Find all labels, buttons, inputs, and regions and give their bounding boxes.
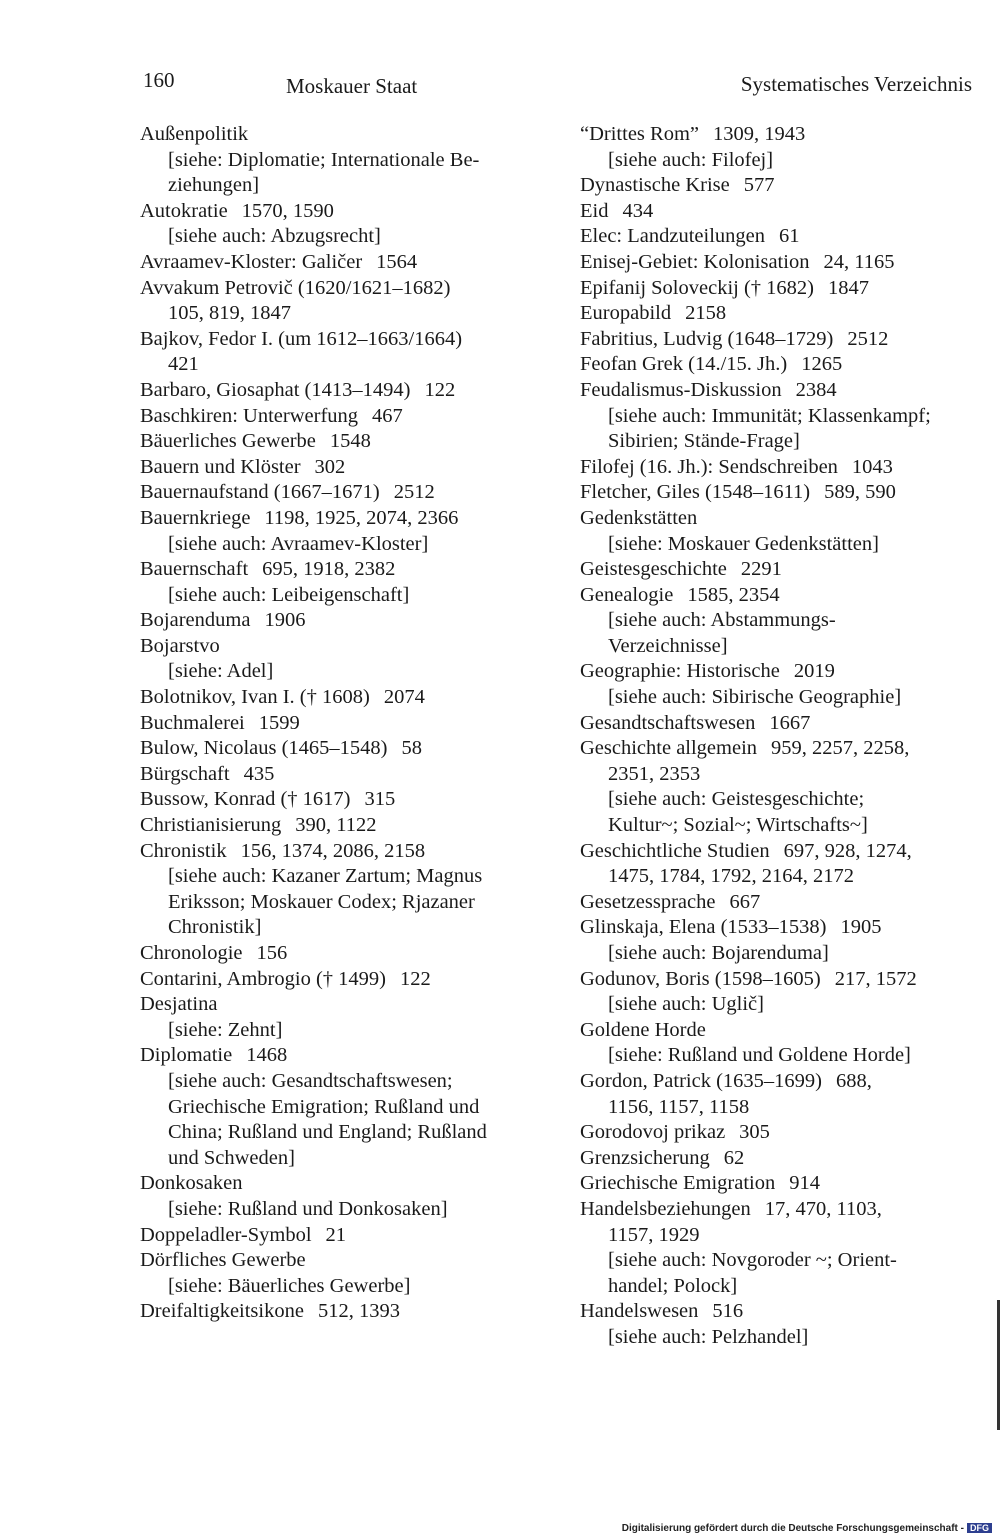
index-term: Chronologie bbox=[140, 942, 243, 964]
index-entry bbox=[580, 250, 990, 276]
index-entry bbox=[140, 199, 540, 225]
index-page-refs: 577 bbox=[743, 174, 775, 197]
index-term: Gedenkstätten bbox=[580, 506, 698, 529]
index-subline: Verzeichnisse] bbox=[608, 634, 728, 657]
index-entry bbox=[580, 276, 990, 302]
index-subline: [siehe auch: Sibirische Geographie] bbox=[608, 686, 902, 709]
index-page-refs: 1570, 1590 bbox=[241, 199, 334, 222]
index-subline: [siehe auch: Filofej] bbox=[608, 148, 774, 171]
index-entry bbox=[580, 301, 990, 327]
index-page-refs: 1043 bbox=[851, 455, 893, 478]
index-page-refs: 2512 bbox=[393, 481, 435, 504]
index-term: Contarini, Ambrogio († 1499) bbox=[140, 967, 386, 990]
index-page-refs: 1667 bbox=[769, 711, 811, 734]
index-entry bbox=[580, 583, 990, 609]
index-page-refs: 1548 bbox=[329, 430, 371, 453]
index-subline: [siehe: Diplomatie; Internationale Be- bbox=[168, 148, 480, 171]
index-entry bbox=[140, 378, 540, 404]
index-term: Fabritius, Ludvig (1648–1729) bbox=[580, 327, 834, 350]
index-term: Avvakum Petrovič (1620/1621–1682) bbox=[140, 276, 451, 299]
index-term: Donkosaken bbox=[140, 1172, 243, 1195]
index-entry bbox=[140, 967, 540, 993]
index-subline: 1156, 1157, 1158 bbox=[608, 1095, 750, 1118]
index-subline: [siehe: Rußland und Donkosaken] bbox=[168, 1197, 448, 1220]
index-page-refs: 1847 bbox=[828, 276, 869, 299]
index-subline: [siehe auch: Gesandtschaftswesen; bbox=[168, 1069, 453, 1092]
index-subline: [siehe auch: Geistesgeschichte; bbox=[608, 788, 865, 811]
index-entry bbox=[140, 327, 540, 353]
index-term: Bussow, Konrad († 1617) bbox=[140, 788, 351, 811]
index-term: Enisej-Gebiet: Kolonisation bbox=[580, 250, 810, 273]
index-page-refs: 435 bbox=[243, 762, 275, 785]
index-subline: Chronistik] bbox=[168, 916, 262, 939]
index-term: Glinskaja, Elena (1533–1538) bbox=[580, 916, 827, 939]
index-entry bbox=[580, 1299, 990, 1325]
index-term: Epifanij Soloveckij († 1682) bbox=[580, 276, 814, 299]
index-entry bbox=[140, 941, 540, 967]
index-term: Handelsbeziehungen bbox=[580, 1197, 751, 1220]
index-subline: [siehe auch: Novgoroder ~; Orient- bbox=[608, 1249, 897, 1272]
index-entry bbox=[140, 1043, 540, 1069]
index-term: Eid bbox=[580, 199, 609, 222]
index-page-refs: 302 bbox=[314, 455, 346, 478]
index-subline: 105, 819, 1847 bbox=[168, 302, 291, 325]
index-page-refs: 390, 1122 bbox=[295, 814, 377, 837]
index-subline: China; Rußland und England; Rußland bbox=[168, 1121, 487, 1144]
index-page-refs: 2291 bbox=[740, 558, 782, 581]
dfg-logo: DFG bbox=[967, 1523, 992, 1533]
index-entry bbox=[140, 992, 540, 1018]
index-subline: 421 bbox=[168, 353, 199, 376]
index-subline: ziehungen] bbox=[168, 174, 260, 197]
index-entry bbox=[140, 122, 540, 148]
index-page-refs: 156, 1374, 2086, 2158 bbox=[240, 839, 426, 862]
index-entry bbox=[580, 327, 990, 353]
index-term: Bürgschaft bbox=[140, 762, 230, 785]
index-entry bbox=[580, 378, 990, 404]
index-term: Doppeladler-Symbol bbox=[140, 1223, 312, 1246]
index-page-refs: 695, 1918, 2382 bbox=[262, 558, 396, 581]
index-term: Chronistik bbox=[140, 839, 227, 862]
index-subline: [siehe auch: Abstammungs- bbox=[608, 609, 836, 632]
index-entry bbox=[140, 634, 540, 660]
index-subline: [siehe auch: Avraamev-Kloster] bbox=[168, 532, 429, 555]
index-entry bbox=[580, 557, 990, 583]
index-term: Geschichtliche Studien bbox=[580, 839, 770, 862]
index-page-refs: 2019 bbox=[793, 660, 835, 683]
index-entry bbox=[140, 1248, 540, 1274]
index-subline: 1475, 1784, 1792, 2164, 2172 bbox=[608, 865, 854, 888]
index-subline: Sibirien; Stände-Frage] bbox=[608, 430, 800, 453]
index-entry bbox=[140, 787, 540, 813]
index-entry bbox=[140, 455, 540, 481]
index-entry bbox=[580, 736, 990, 762]
index-page-refs: 61 bbox=[779, 225, 800, 248]
index-subline: 2351, 2353 bbox=[608, 762, 701, 785]
index-entry bbox=[580, 1120, 990, 1146]
index-entry bbox=[140, 762, 540, 788]
index-page-refs: 122 bbox=[424, 378, 456, 401]
index-subline: [siehe: Adel] bbox=[168, 660, 274, 683]
index-term: Buchmalerei bbox=[140, 711, 245, 734]
index-term: Autokratie bbox=[140, 199, 228, 222]
index-column-left bbox=[140, 122, 540, 1325]
index-page-refs: 305 bbox=[739, 1121, 770, 1144]
footer-text: Digitalisierung gefördert durch die Deutsche Forschungsgemeinschaft - bbox=[621, 1523, 964, 1534]
index-subline: [siehe auch: Leibeigenschaft] bbox=[168, 583, 410, 606]
index-page-refs: 2384 bbox=[795, 378, 837, 401]
index-entry bbox=[580, 199, 990, 225]
index-term: Bulow, Nicolaus (1465–1548) bbox=[140, 737, 388, 760]
index-entry bbox=[140, 839, 540, 865]
index-subline: [siehe: Moskauer Gedenkstätten] bbox=[608, 532, 879, 555]
index-term: Christianisierung bbox=[140, 814, 282, 837]
index-term: Geistesgeschichte bbox=[580, 558, 727, 581]
index-entry bbox=[140, 813, 540, 839]
index-term: Dörfliches Gewerbe bbox=[140, 1249, 306, 1272]
index-subline: [siehe auch: Abzugsrecht] bbox=[168, 225, 381, 248]
index-page-refs: 315 bbox=[364, 788, 396, 811]
index-page-refs: 688, bbox=[835, 1069, 872, 1092]
index-term: Bauernschaft bbox=[140, 558, 249, 581]
index-term: Bauernaufstand (1667–1671) bbox=[140, 481, 380, 504]
index-subline: Kultur~; Sozial~; Wirtschafts~] bbox=[608, 814, 868, 837]
index-term: Genealogie bbox=[580, 583, 674, 606]
index-term: Dynastische Krise bbox=[580, 174, 730, 197]
index-entry bbox=[580, 506, 990, 532]
section-title: Systematisches Verzeichnis bbox=[740, 72, 972, 96]
index-term: Feofan Grek (14./15. Jh.) bbox=[580, 353, 788, 376]
index-entry bbox=[140, 1299, 540, 1325]
index-subline: Eriksson; Moskauer Codex; Rjazaner bbox=[168, 890, 475, 913]
index-entry bbox=[140, 736, 540, 762]
index-term: Godunov, Boris (1598–1605) bbox=[580, 967, 821, 990]
index-term: Goldene Horde bbox=[580, 1018, 706, 1041]
index-term: Dreifaltigkeitsikone bbox=[140, 1300, 304, 1323]
index-term: Feudalismus-Diskussion bbox=[580, 378, 782, 401]
footer bbox=[622, 1523, 992, 1534]
index-subline: [siehe: Zehnt] bbox=[168, 1018, 283, 1041]
index-term: Gorodovoj prikaz bbox=[580, 1121, 726, 1144]
index-subline: handel; Polock] bbox=[608, 1274, 738, 1297]
index-page-refs: 2074 bbox=[383, 686, 425, 709]
index-term: Geschichte allgemein bbox=[580, 737, 758, 760]
index-entry bbox=[580, 890, 990, 916]
index-page-refs: 1198, 1925, 2074, 2366 bbox=[264, 506, 459, 529]
index-entry bbox=[580, 967, 990, 993]
index-entry bbox=[140, 1171, 540, 1197]
index-term: Avraamev-Kloster: Galičer bbox=[140, 250, 363, 273]
index-term: Baschkiren: Unterwerfung bbox=[140, 404, 359, 427]
index-term: Europabild bbox=[580, 302, 672, 325]
index-page-refs: 667 bbox=[729, 890, 761, 913]
index-page-refs: 17, 470, 1103, bbox=[764, 1197, 882, 1220]
index-entry bbox=[140, 711, 540, 737]
index-term: “Drittes Rom” bbox=[580, 123, 699, 145]
index-page-refs: 21 bbox=[325, 1223, 347, 1246]
index-page-refs: 516 bbox=[712, 1300, 744, 1323]
index-entry bbox=[140, 250, 540, 276]
index-term: Filofej (16. Jh.): Sendschreiben bbox=[580, 455, 838, 478]
index-entry bbox=[580, 1069, 990, 1095]
index-term: Gesandtschaftswesen bbox=[580, 711, 756, 734]
index-term: Gesetzessprache bbox=[580, 890, 716, 913]
index-page-refs: 2158 bbox=[685, 302, 727, 325]
index-entry bbox=[140, 608, 540, 634]
index-term: Grenzsicherung bbox=[580, 1146, 710, 1169]
index-subline: [siehe auch: Kazaner Zartum; Magnus bbox=[168, 865, 483, 888]
index-page-refs: 1905 bbox=[840, 916, 882, 939]
index-page-refs: 156 bbox=[256, 942, 288, 964]
running-title: Moskauer Staat bbox=[286, 74, 418, 98]
index-page-refs: 58 bbox=[401, 737, 422, 760]
index-term: Barbaro, Giosaphat (1413–1494) bbox=[140, 378, 411, 401]
index-page-refs: 1906 bbox=[264, 609, 306, 632]
index-term: Bauern und Klöster bbox=[140, 455, 301, 478]
index-page-refs: 2512 bbox=[847, 327, 889, 350]
index-term: Bolotnikov, Ivan I. († 1608) bbox=[140, 686, 370, 709]
index-subline: und Schweden] bbox=[168, 1146, 295, 1169]
index-page-refs: 1564 bbox=[376, 250, 418, 273]
index-page-refs: 1468 bbox=[246, 1044, 288, 1067]
index-term: Desjatina bbox=[140, 993, 218, 1016]
index-subline: Griechische Emigration; Rußland und bbox=[168, 1095, 480, 1118]
index-entry bbox=[580, 173, 990, 199]
page-number: 160 bbox=[143, 68, 175, 92]
index-entry bbox=[140, 557, 540, 583]
index-column-right bbox=[580, 122, 990, 1351]
index-page-refs: 1599 bbox=[258, 711, 300, 734]
index-page-refs: 434 bbox=[622, 199, 654, 222]
index-subline: 1157, 1929 bbox=[608, 1223, 700, 1246]
index-page-refs: 467 bbox=[372, 404, 403, 427]
index-page-refs: 959, 2257, 2258, bbox=[771, 737, 910, 760]
index-page-refs: 62 bbox=[723, 1146, 745, 1169]
index-page-refs: 1309, 1943 bbox=[713, 123, 806, 145]
index-entry bbox=[140, 1223, 540, 1249]
index-entry bbox=[580, 711, 990, 737]
index-term: Handelswesen bbox=[580, 1300, 699, 1323]
index-page-refs: 1265 bbox=[801, 353, 843, 376]
index-term: Bajkov, Fedor I. (um 1612–1663/1664) bbox=[140, 327, 463, 350]
index-subline: [siehe auch: Immunität; Klassenkampf; bbox=[608, 404, 931, 427]
index-subline: [siehe auch: Bojarenduma] bbox=[608, 942, 829, 964]
index-entry bbox=[580, 1197, 990, 1223]
index-term: Bäuerliches Gewerbe bbox=[140, 430, 316, 453]
index-entry bbox=[580, 839, 990, 865]
index-page-refs: 217, 1572 bbox=[834, 967, 917, 990]
index-subline: [siehe auch: Uglič] bbox=[608, 993, 764, 1016]
index-entry bbox=[140, 685, 540, 711]
index-entry bbox=[580, 352, 990, 378]
index-term: Griechische Emigration bbox=[580, 1172, 776, 1195]
index-entry bbox=[140, 506, 540, 532]
index-entry bbox=[580, 122, 990, 148]
index-page-refs: 1585, 2354 bbox=[687, 583, 780, 606]
index-entry bbox=[140, 276, 540, 302]
index-term: Bojarstvo bbox=[140, 634, 220, 657]
index-page-refs: 589, 590 bbox=[824, 481, 896, 504]
index-entry bbox=[580, 1146, 990, 1172]
index-term: Fletcher, Giles (1548–1611) bbox=[580, 481, 811, 504]
index-term: Bojarenduma bbox=[140, 609, 251, 632]
index-entry bbox=[140, 429, 540, 455]
index-term: Außenpolitik bbox=[140, 123, 249, 145]
index-entry bbox=[580, 659, 990, 685]
index-entry bbox=[140, 404, 540, 430]
index-subline: [siehe auch: Pelzhandel] bbox=[608, 1325, 809, 1348]
index-page-refs: 512, 1393 bbox=[317, 1300, 400, 1323]
index-entry bbox=[580, 915, 990, 941]
index-page-refs: 24, 1165 bbox=[823, 250, 895, 273]
index-page-refs: 122 bbox=[399, 967, 431, 990]
index-entry bbox=[580, 455, 990, 481]
index-term: Geographie: Historische bbox=[580, 660, 780, 683]
index-subline: [siehe: Bäuerliches Gewerbe] bbox=[168, 1274, 411, 1297]
index-entry bbox=[140, 480, 540, 506]
index-page-refs: 697, 928, 1274, bbox=[783, 839, 912, 862]
index-entry bbox=[580, 1018, 990, 1044]
index-page-refs: 914 bbox=[789, 1172, 821, 1195]
index-entry bbox=[580, 480, 990, 506]
index-term: Bauernkriege bbox=[140, 506, 251, 529]
index-entry bbox=[580, 224, 990, 250]
index-entry bbox=[580, 1171, 990, 1197]
index-subline: [siehe: Rußland und Goldene Horde] bbox=[608, 1044, 911, 1067]
index-term: Gordon, Patrick (1635–1699) bbox=[580, 1069, 822, 1092]
index-term: Elec: Landzuteilungen bbox=[580, 225, 765, 248]
index-term: Diplomatie bbox=[140, 1044, 233, 1067]
